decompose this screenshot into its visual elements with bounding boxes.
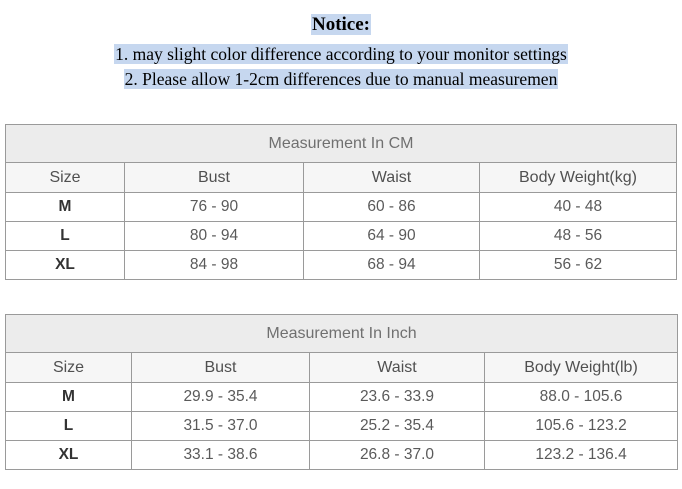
column-header-size: Size: [6, 353, 132, 383]
table-title: Measurement In CM: [6, 125, 677, 163]
bust-cell: 76 - 90: [125, 193, 304, 222]
waist-cell: 26.8 - 37.0: [310, 441, 485, 470]
body-weight-cell: 88.0 - 105.6: [485, 383, 678, 412]
body-weight-cell: 56 - 62: [480, 251, 677, 280]
column-header-waist: Waist: [310, 353, 485, 383]
size-cell: M: [6, 383, 132, 412]
waist-cell: 23.6 - 33.9: [310, 383, 485, 412]
waist-cell: 68 - 94: [304, 251, 480, 280]
column-header-body-weight: Body Weight(kg): [480, 163, 677, 193]
waist-cell: 64 - 90: [304, 222, 480, 251]
table-title: Measurement In Inch: [6, 315, 678, 353]
body-weight-cell: 105.6 - 123.2: [485, 412, 678, 441]
waist-cell: 25.2 - 35.4: [310, 412, 485, 441]
table-row: [6, 222, 677, 251]
waist-cell: 60 - 86: [304, 193, 480, 222]
column-header-body-weight: Body Weight(lb): [485, 353, 678, 383]
body-weight-cell: 48 - 56: [480, 222, 677, 251]
table-row: [6, 193, 677, 222]
bust-cell: 31.5 - 37.0: [132, 412, 310, 441]
bust-cell: 80 - 94: [125, 222, 304, 251]
body-weight-cell: 40 - 48: [480, 193, 677, 222]
table-title-row: [6, 125, 677, 163]
table-title-row: [6, 315, 678, 353]
size-table-inch: [5, 314, 678, 470]
bust-cell: 33.1 - 38.6: [132, 441, 310, 470]
notice-line-2: 2. Please allow 1-2cm differences due to manual measuremen: [124, 68, 558, 89]
column-header-bust: Bust: [132, 353, 310, 383]
size-table-cm: [5, 124, 677, 280]
table-header-row: [6, 353, 678, 383]
notice-block: [0, 12, 682, 91]
bust-cell: 84 - 98: [125, 251, 304, 280]
size-cell: L: [6, 222, 125, 251]
column-header-waist: Waist: [304, 163, 480, 193]
notice-line-1: 1. may slight color difference according to your monitor settings: [115, 44, 567, 64]
body-weight-cell: 123.2 - 136.4: [485, 441, 678, 470]
table-row: [6, 441, 678, 470]
notice-title: Notice:: [311, 14, 371, 35]
size-cell: XL: [6, 251, 125, 280]
size-cell: XL: [6, 441, 132, 470]
bust-cell: 29.9 - 35.4: [132, 383, 310, 412]
size-cell: M: [6, 193, 125, 222]
table-row: [6, 251, 677, 280]
table-row: [6, 412, 678, 441]
column-header-bust: Bust: [125, 163, 304, 193]
table-header-row: [6, 163, 677, 193]
table-row: [6, 383, 678, 412]
column-header-size: Size: [6, 163, 125, 193]
size-cell: L: [6, 412, 132, 441]
